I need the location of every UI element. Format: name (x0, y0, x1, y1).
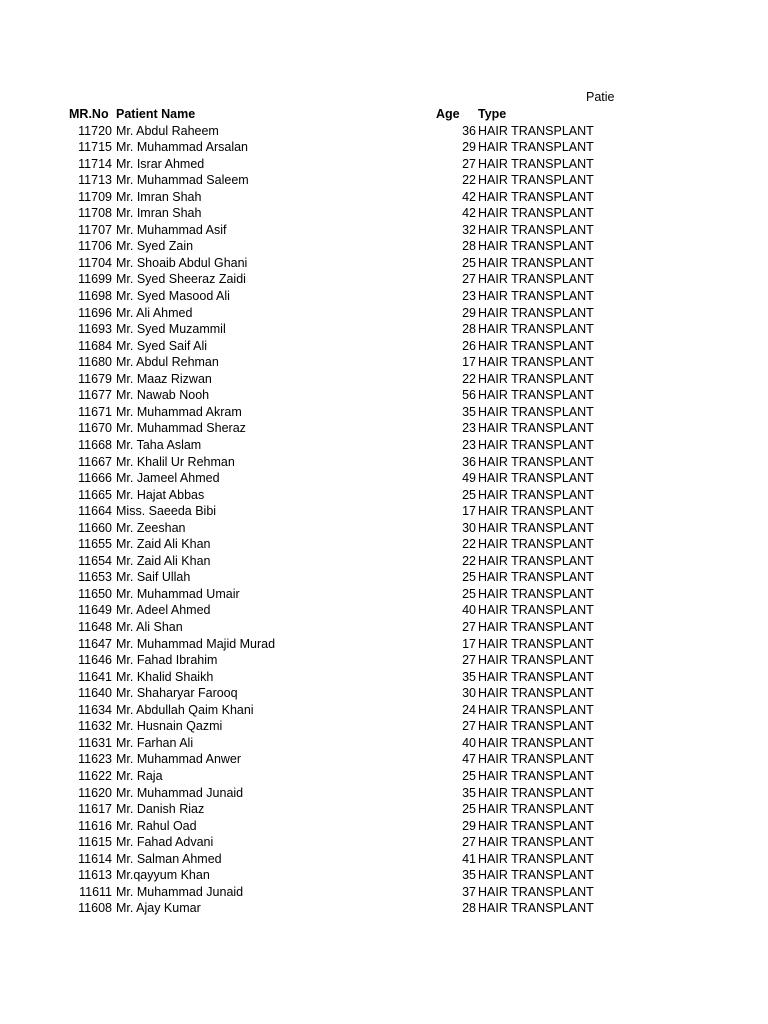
mrno-cell: 11709 (78, 189, 112, 204)
type-cell: HAIR TRANSPLANT (478, 653, 594, 668)
table-row (0, 338, 768, 355)
age-cell: 27 (462, 719, 476, 734)
type-cell: HAIR TRANSPLANT (478, 851, 594, 866)
type-cell: HAIR TRANSPLANT (478, 173, 594, 188)
age-cell: 35 (462, 669, 476, 684)
type-cell: HAIR TRANSPLANT (478, 371, 594, 386)
mrno-cell: 11713 (78, 173, 112, 188)
header-type: Type (478, 107, 507, 121)
mrno-cell: 11680 (78, 355, 112, 370)
type-cell: HAIR TRANSPLANT (478, 868, 594, 883)
table-row (0, 569, 768, 586)
patient-name-cell: Mr. Zaid Ali Khan (116, 537, 211, 552)
age-cell: 30 (462, 520, 476, 535)
table-row (0, 454, 768, 471)
patient-name-cell: Mr. Syed Masood Ali (116, 289, 230, 303)
age-cell: 41 (462, 851, 476, 866)
age-cell: 25 (462, 487, 476, 502)
mrno-cell: 11670 (78, 421, 112, 436)
table-row (0, 602, 768, 619)
age-cell: 30 (462, 686, 476, 701)
patient-name-cell: Mr. Muhammad Akram (116, 404, 242, 419)
patient-name-cell: Mr. Khalil Ur Rehman (116, 454, 235, 469)
table-row (0, 834, 768, 851)
type-cell: HAIR TRANSPLANT (478, 669, 594, 684)
mrno-cell: 11648 (78, 620, 112, 634)
mrno-cell: 11615 (78, 835, 112, 850)
mrno-cell: 11646 (78, 653, 112, 668)
patient-name-cell: Mr. Salman Ahmed (116, 851, 222, 866)
sheet-title-fragment: Patie (586, 90, 615, 104)
type-cell: HAIR TRANSPLANT (478, 835, 594, 850)
age-cell: 36 (462, 123, 476, 138)
type-cell: HAIR TRANSPLANT (478, 520, 594, 535)
header-age: Age (436, 107, 460, 121)
table-row (0, 900, 768, 917)
type-cell: HAIR TRANSPLANT (478, 901, 594, 916)
age-cell: 27 (462, 156, 476, 171)
mrno-cell: 11660 (78, 520, 112, 535)
table-row (0, 487, 768, 504)
patient-name-cell: Mr. Syed Muzammil (116, 322, 226, 337)
age-cell: 40 (462, 735, 476, 750)
mrno-cell: 11714 (78, 156, 112, 171)
age-cell: 49 (462, 471, 476, 486)
table-row (0, 255, 768, 272)
table-row (0, 321, 768, 338)
type-cell: HAIR TRANSPLANT (478, 355, 594, 370)
age-cell: 28 (462, 239, 476, 254)
type-cell: HAIR TRANSPLANT (478, 504, 594, 519)
type-cell: HAIR TRANSPLANT (478, 404, 594, 419)
table-row (0, 371, 768, 388)
type-cell: HAIR TRANSPLANT (478, 586, 594, 601)
type-cell: HAIR TRANSPLANT (478, 189, 594, 204)
mrno-cell: 11668 (78, 437, 112, 452)
mrno-cell: 11640 (78, 686, 112, 701)
age-cell: 40 (462, 603, 476, 618)
mrno-cell: 11698 (78, 289, 112, 303)
age-cell: 42 (462, 206, 476, 221)
patient-name-cell: Mr. Muhammad Saleem (116, 173, 249, 188)
mrno-cell: 11608 (78, 901, 112, 916)
table-row (0, 669, 768, 686)
patient-name-cell: Mr. Zeeshan (116, 520, 186, 535)
type-cell: HAIR TRANSPLANT (478, 768, 594, 783)
table-row (0, 751, 768, 768)
patient-name-cell: Mr. Ali Ahmed (116, 305, 193, 320)
patient-name-cell: Mr. Farhan Ali (116, 735, 194, 750)
age-cell: 27 (462, 272, 476, 287)
type-cell: HAIR TRANSPLANT (478, 222, 594, 237)
type-cell: HAIR TRANSPLANT (478, 338, 594, 353)
age-cell: 29 (462, 305, 476, 320)
patient-name-cell: Mr. Muhammad Umair (116, 586, 240, 601)
mrno-cell: 11634 (78, 702, 112, 717)
mrno-cell: 11715 (78, 140, 112, 155)
patient-name-cell: Mr. Shoaib Abdul Ghani (116, 255, 248, 270)
mrno-cell: 11647 (78, 636, 112, 651)
patient-name-cell: Mr. Adeel Ahmed (116, 603, 211, 618)
table-row (0, 851, 768, 868)
age-cell: 25 (462, 255, 476, 270)
table-row (0, 123, 768, 140)
age-cell: 23 (462, 289, 476, 303)
table-row (0, 172, 768, 189)
patient-name-cell: Mr. Shaharyar Farooq (116, 686, 238, 701)
table-row (0, 884, 768, 901)
type-cell: HAIR TRANSPLANT (478, 884, 594, 899)
age-cell: 25 (462, 768, 476, 783)
table-row (0, 718, 768, 735)
mrno-cell: 11720 (78, 123, 112, 138)
age-cell: 26 (462, 338, 476, 353)
mrno-cell: 11684 (78, 338, 112, 353)
mrno-cell: 11632 (78, 719, 112, 734)
table-row (0, 652, 768, 669)
table-row (0, 818, 768, 835)
type-cell: HAIR TRANSPLANT (478, 272, 594, 287)
header-patient-name: Patient Name (116, 107, 196, 121)
patient-name-cell: Mr. Ajay Kumar (116, 901, 201, 916)
mrno-cell: 11699 (78, 272, 112, 287)
type-cell: HAIR TRANSPLANT (478, 322, 594, 337)
type-cell: HAIR TRANSPLANT (478, 123, 594, 138)
table-row (0, 404, 768, 421)
type-cell: HAIR TRANSPLANT (478, 421, 594, 436)
mrno-cell: 11671 (78, 404, 112, 419)
table-row (0, 536, 768, 553)
patient-name-cell: Mr. Syed Sheeraz Zaidi (116, 272, 246, 287)
type-cell: HAIR TRANSPLANT (478, 454, 594, 469)
table-row (0, 305, 768, 322)
table-row (0, 553, 768, 570)
table-row (0, 271, 768, 288)
age-cell: 25 (462, 570, 476, 585)
type-cell: HAIR TRANSPLANT (478, 719, 594, 734)
mrno-cell: 11655 (78, 537, 112, 552)
type-cell: HAIR TRANSPLANT (478, 140, 594, 155)
table-row (0, 785, 768, 802)
mrno-cell: 11679 (78, 371, 112, 386)
patient-name-cell: Mr. Fahad Ibrahim (116, 653, 218, 668)
mrno-cell: 11707 (78, 222, 112, 237)
patient-name-cell: Mr. Muhammad Arsalan (116, 140, 248, 155)
patient-name-cell: Mr. Abdul Raheem (116, 123, 219, 138)
age-cell: 35 (462, 404, 476, 419)
age-cell: 29 (462, 818, 476, 833)
patient-name-cell: Mr. Imran Shah (116, 189, 202, 204)
patient-name-cell: Mr. Maaz Rizwan (116, 371, 212, 386)
table-row (0, 702, 768, 719)
table-row (0, 735, 768, 752)
age-cell: 36 (462, 454, 476, 469)
patient-name-cell: Mr. Fahad Advani (116, 835, 214, 850)
mrno-cell: 11667 (78, 454, 112, 469)
mrno-cell: 11666 (78, 471, 112, 486)
patient-name-cell: Mr. Khalid Shaikh (116, 669, 214, 684)
table-row (0, 222, 768, 239)
patient-name-cell: Mr. Zaid Ali Khan (116, 553, 211, 568)
table-row (0, 685, 768, 702)
patient-name-cell: Miss. Saeeda Bibi (116, 504, 217, 519)
type-cell: HAIR TRANSPLANT (478, 437, 594, 452)
mrno-cell: 11614 (78, 851, 112, 866)
patient-name-cell: Mr. Hajat Abbas (116, 487, 205, 502)
age-cell: 22 (462, 371, 476, 386)
table-row (0, 205, 768, 222)
patient-name-cell: Mr. Ali Shan (116, 620, 183, 634)
type-cell: HAIR TRANSPLANT (478, 206, 594, 221)
patient-name-cell: Mr. Muhammad Majid Murad (116, 636, 276, 651)
table-row (0, 586, 768, 603)
type-cell: HAIR TRANSPLANT (478, 735, 594, 750)
table-header-row (0, 106, 768, 123)
patient-name-cell: Mr. Muhammad Junaid (116, 884, 244, 899)
patient-name-cell: Mr. Muhammad Asif (116, 222, 227, 237)
mrno-cell: 11665 (78, 487, 112, 502)
type-cell: HAIR TRANSPLANT (478, 752, 594, 767)
age-cell: 28 (462, 901, 476, 916)
patient-name-cell: Mr. Abdul Rehman (116, 355, 219, 370)
age-cell: 35 (462, 868, 476, 883)
type-cell: HAIR TRANSPLANT (478, 471, 594, 486)
age-cell: 27 (462, 835, 476, 850)
mrno-cell: 11708 (78, 206, 112, 221)
table-row (0, 238, 768, 255)
table-row (0, 636, 768, 653)
type-cell: HAIR TRANSPLANT (478, 620, 594, 634)
type-cell: HAIR TRANSPLANT (478, 305, 594, 320)
mrno-cell: 11677 (78, 388, 112, 403)
table-row (0, 503, 768, 520)
table-row (0, 387, 768, 404)
table-row (0, 768, 768, 785)
patient-name-cell: Mr. Taha Aslam (116, 437, 202, 452)
mrno-cell: 11664 (78, 504, 112, 519)
type-cell: HAIR TRANSPLANT (478, 537, 594, 552)
type-cell: HAIR TRANSPLANT (478, 636, 594, 651)
mrno-cell: 11653 (78, 570, 112, 585)
type-cell: HAIR TRANSPLANT (478, 686, 594, 701)
mrno-cell: 11611 (79, 884, 112, 899)
age-cell: 17 (462, 355, 476, 370)
patient-name-cell: Mr. Syed Zain (116, 239, 194, 254)
type-cell: HAIR TRANSPLANT (478, 553, 594, 568)
age-cell: 28 (462, 322, 476, 337)
patient-name-cell: Mr. Jameel Ahmed (116, 471, 220, 486)
table-row (0, 354, 768, 371)
patient-name-cell: Mr. Husnain Qazmi (116, 719, 223, 734)
mrno-cell: 11649 (78, 603, 112, 618)
table-row (0, 420, 768, 437)
type-cell: HAIR TRANSPLANT (478, 818, 594, 833)
table-row (0, 156, 768, 173)
age-cell: 24 (462, 702, 476, 717)
mrno-cell: 11696 (78, 305, 112, 320)
type-cell: HAIR TRANSPLANT (478, 487, 594, 502)
mrno-cell: 11706 (78, 239, 112, 254)
mrno-cell: 11654 (78, 553, 112, 568)
age-cell: 35 (462, 785, 476, 800)
age-cell: 23 (462, 421, 476, 436)
patient-name-cell: Mr.qayyum Khan (116, 868, 210, 883)
mrno-cell: 11622 (78, 768, 112, 783)
age-cell: 22 (462, 553, 476, 568)
patient-name-cell: Mr. Muhammad Junaid (116, 785, 244, 800)
type-cell: HAIR TRANSPLANT (478, 702, 594, 717)
type-cell: HAIR TRANSPLANT (478, 239, 594, 254)
table-row (0, 288, 768, 305)
header-mrno: MR.No (69, 107, 109, 121)
mrno-cell: 11613 (78, 868, 112, 883)
patient-name-cell: Mr. Nawab Nooh (116, 388, 210, 403)
age-cell: 22 (462, 173, 476, 188)
age-cell: 56 (462, 388, 476, 403)
patient-name-cell: Mr. Muhammad Anwer (116, 752, 242, 767)
mrno-cell: 11650 (78, 586, 112, 601)
table-row (0, 801, 768, 818)
age-cell: 22 (462, 537, 476, 552)
age-cell: 17 (462, 504, 476, 519)
table-row (0, 470, 768, 487)
age-cell: 27 (462, 653, 476, 668)
table-row (0, 189, 768, 206)
table-row (0, 139, 768, 156)
patient-name-cell: Mr. Saif Ullah (116, 570, 191, 585)
mrno-cell: 11617 (78, 802, 112, 817)
patient-name-cell: Mr. Israr Ahmed (116, 156, 205, 171)
patient-name-cell: Mr. Muhammad Sheraz (116, 421, 246, 436)
mrno-cell: 11616 (78, 818, 112, 833)
type-cell: HAIR TRANSPLANT (478, 570, 594, 585)
table-row (0, 867, 768, 884)
table-row (0, 619, 768, 636)
age-cell: 29 (462, 140, 476, 155)
mrno-cell: 11704 (78, 255, 112, 270)
mrno-cell: 11641 (78, 669, 112, 684)
age-cell: 47 (462, 752, 476, 767)
table-row (0, 520, 768, 537)
mrno-cell: 11631 (78, 735, 112, 750)
age-cell: 25 (462, 586, 476, 601)
type-cell: HAIR TRANSPLANT (478, 785, 594, 800)
patient-name-cell: Mr. Raja (116, 768, 163, 783)
patient-name-cell: Mr. Abdullah Qaim Khani (116, 702, 254, 717)
patient-name-cell: Mr. Syed Saif Ali (116, 338, 208, 353)
type-cell: HAIR TRANSPLANT (478, 289, 594, 303)
patient-name-cell: Mr. Danish Riaz (116, 802, 205, 817)
mrno-cell: 11623 (78, 752, 112, 767)
mrno-cell: 11693 (78, 322, 112, 337)
age-cell: 27 (462, 620, 476, 634)
type-cell: HAIR TRANSPLANT (478, 802, 594, 817)
type-cell: HAIR TRANSPLANT (478, 156, 594, 171)
age-cell: 17 (462, 636, 476, 651)
patient-name-cell: Mr. Imran Shah (116, 206, 202, 221)
age-cell: 32 (462, 222, 476, 237)
age-cell: 42 (462, 189, 476, 204)
age-cell: 23 (462, 437, 476, 452)
mrno-cell: 11620 (78, 785, 112, 800)
type-cell: HAIR TRANSPLANT (478, 388, 594, 403)
type-cell: HAIR TRANSPLANT (478, 603, 594, 618)
age-cell: 37 (462, 884, 476, 899)
table-row (0, 437, 768, 454)
type-cell: HAIR TRANSPLANT (478, 255, 594, 270)
age-cell: 25 (462, 802, 476, 817)
patient-name-cell: Mr. Rahul Oad (116, 818, 197, 833)
